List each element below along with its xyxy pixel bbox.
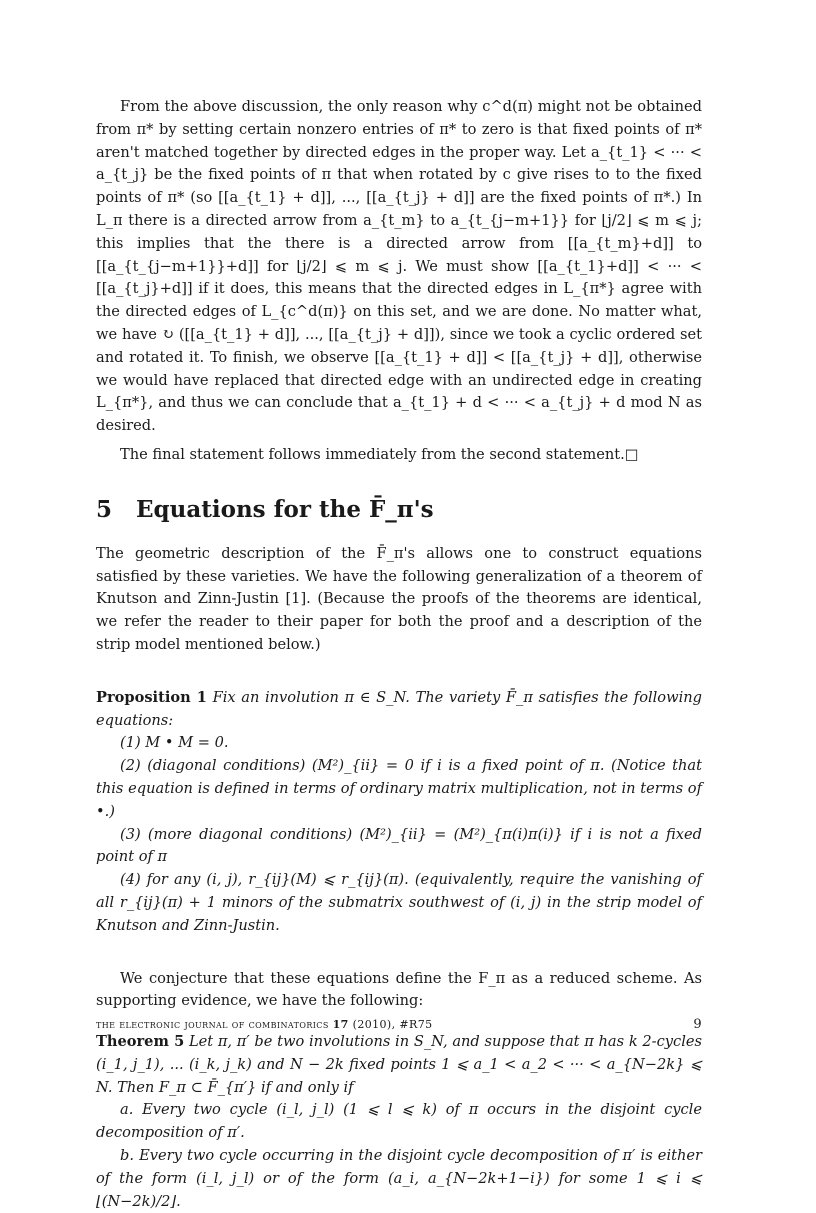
intro-paragraph: The geometric description of the F̄_π's allows one to construct equations satisfied by these varieties. We have the following generalization of a theorem of Knutson and Zinn-Justin [1]. (Because the proofs of the theorems are identical, we refer the reader to their paper for both the proof and a description of the strip model mentioned below.)	[96, 544, 702, 653]
theorem-item-b: b. Every two cycle occurring in the disjoint cycle decomposition of π′ is either of the form (i_l, j_l) or of the form (a_i, a_{N−2k+1−i}) for some 1 ⩽ i ⩽ ⌊(N−2k)/2⌋.	[96, 1147, 702, 1210]
theorem-block	[96, 1031, 702, 1213]
journal-year-article: (2010), #R75	[352, 1018, 433, 1031]
theorem-label: Theorem 5	[96, 1033, 185, 1051]
page-footer	[96, 1017, 702, 1033]
journal-name: the electronic journal of combinatorics	[96, 1018, 329, 1031]
page-number: 9	[693, 1017, 702, 1032]
proposition-item-3: (3) (more diagonal conditions) (M²)_{ii} = (M²)_{π(i)π(i)} if i is not a fixed point of π	[96, 825, 702, 866]
conjecture-paragraph: We conjecture that these equations define the F_π as a reduced scheme. As supporting evidence, we have the following:	[96, 969, 702, 1010]
proof-conclusion: The final statement follows immediately from the second statement.□	[120, 445, 639, 463]
theorem-text: Let π, π′ be two involutions in S_N, and suppose that π has k 2-cycles (i_1, j_1), ... (i_k, j_k) and N − 2k fixed points 1 ⩽ a_1 < a_2 < ··· < a_{N−2k} ⩽ N. Then F_π ⊂ F̄_{π′} if and only if	[96, 1033, 702, 1096]
proposition-text: Fix an involution π ∈ S_N. The variety F̄_π satisfies the following equations:	[96, 688, 702, 729]
journal-volume: 17	[332, 1018, 349, 1031]
proposition-item-4: (4) for any (i, j), r_{ij}(M) ⩽ r_{ij}(π). (equivalently, require the vanishing of all r_{ij}(π) + 1 minors of the submatrix southwest of (i, j) in the strip model of Knutson and Zinn-Justin.	[96, 871, 702, 934]
section-heading	[96, 495, 702, 525]
section-number: 5	[96, 495, 113, 523]
section-title: Equations for the F̄_π's	[136, 495, 434, 523]
proposition-statement	[96, 687, 702, 733]
proposition-block	[96, 687, 702, 938]
proof-paragraph: From the above discussion, the only reason why c^d(π) might not be obtained from π* by setting certain nonzero entries of π* to zero is that fixed points of π* aren't matched together by directed edges in the proper way. Let a_{t_1} < ··· < a_{t_j} be the fixed points of π that when rotated by c give rises to to the fixed points of π* (so [[a_{t_1} + d]], ..., [[a_{t_j} + d]] are the fixed points of π*.) In L_π there is a directed arrow from a_{t_m} to a_{t_{j−m+1}} for ⌊j/2⌋ ⩽ m ⩽ j; this implies that the there is a directed arrow from [[a_{t_m}+d]] to [[a_{t_{j−m+1}}+d]] for ⌊j/2⌋ ⩽ m ⩽ j. We must show [[a_{t_1}+d]] < ··· < [[a_{t_j}+d]] if it does, this means that the directed edges in L_{π*} agree with the directed edges of L_{c^d(π)} on this set, and we are done. No matter what, we have ↻ ([[a_{t_1} + d]], ..., [[a_{t_j} + d]]), since we took a cyclic ordered set and rotated it. To finish, we observe [[a_{t_1} + d]] < [[a_{t_j} + d]], otherwise we would have replaced that directed edge with an undirected edge in creating L_{π*}, and thus we can conclude that a_{t_1} + d < ··· < a_{t_j} + d mod N as desired.	[96, 98, 702, 435]
proposition-item-1: (1) M • M = 0.	[120, 734, 229, 752]
theorem-statement	[96, 1031, 702, 1099]
theorem-item-a: a. Every two cycle (i_l, j_l) (1 ⩽ l ⩽ k) of π occurs in the disjoint cycle decomposition of π′.	[96, 1101, 702, 1142]
proposition-label: Proposition 1	[96, 688, 207, 706]
paper-page	[96, 96, 702, 1213]
proposition-item-2: (2) (diagonal conditions) (M²)_{ii} = 0 if i is a fixed point of π. (Notice that this equation is defined in terms of ordinary matrix multiplication, not in terms of •.)	[96, 757, 702, 820]
